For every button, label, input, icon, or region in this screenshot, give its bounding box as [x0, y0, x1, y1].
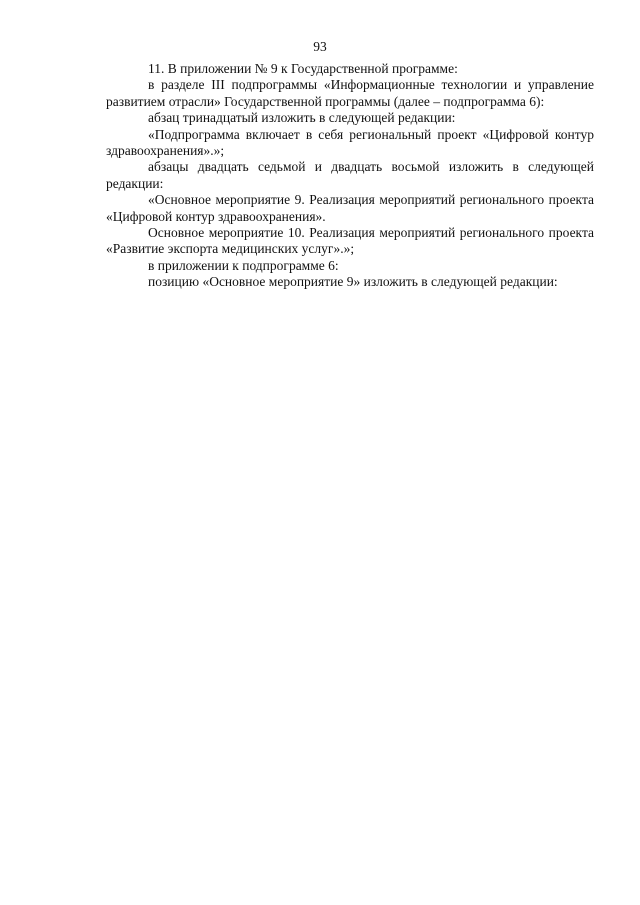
paragraph-item-11-heading: 11. В приложении № 9 к Государственной программе:: [148, 61, 458, 76]
paragraph-appendix-subprogram-6: в приложении к подпрограмме 6:: [148, 257, 339, 273]
paragraph-position-instruction: позицию «Основное мероприятие 9» изложить в следующей редакции:: [148, 274, 558, 290]
page-number: 93: [313, 39, 327, 54]
document-body: [106, 61, 594, 291]
paragraph-13-instruction: абзац тринадцатый изложить в следующей редакции:: [148, 110, 456, 126]
paragraph-13-new-text: «Подпрограмма включает в себя региональный проект «Цифровой контур здравоохранения».»;: [106, 126, 594, 159]
paragraph-main-event-10: Основное мероприятие 10. Реализация мероприятий регионального проекта «Развитие экспорта медицинских услуг».»;: [106, 225, 594, 257]
paragraph-27-28-instruction: абзацы двадцать седьмой и двадцать восьмой изложить в следующей редакции:: [106, 159, 594, 191]
paragraph-main-event-9: «Основное мероприятие 9. Реализация мероприятий регионального проекта «Цифровой контур здравоохранения».: [106, 192, 594, 224]
paragraph-section-3: в разделе III подпрограммы «Информационные технологии и управление развитием отрасли» Государственной программы (далее – подпрограмма 6):: [106, 77, 594, 109]
